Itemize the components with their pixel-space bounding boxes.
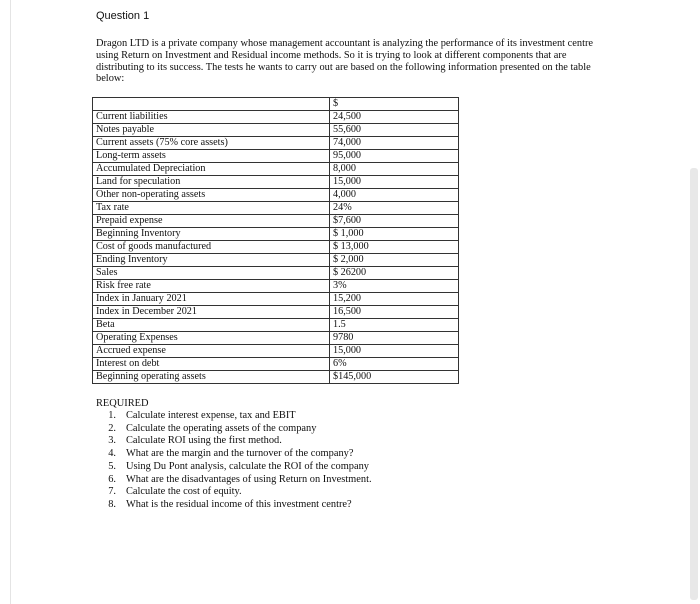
required-item bbox=[96, 435, 372, 448]
required-item-text: Calculate ROI using the first method. bbox=[126, 435, 282, 447]
required-item-number: 3. bbox=[108, 435, 116, 447]
required-item-text: What are the disadvantages of using Return on Investment. bbox=[126, 473, 372, 485]
required-item bbox=[96, 423, 372, 436]
row-label: Beginning operating assets bbox=[93, 371, 330, 384]
row-value: $ 2,000 bbox=[330, 254, 459, 267]
required-item-text: What is the residual income of this investment centre? bbox=[126, 498, 352, 510]
row-value: $ 26200 bbox=[330, 267, 459, 280]
required-item-text: Calculate the operating assets of the company bbox=[126, 422, 317, 434]
row-value: $ 1,000 bbox=[330, 228, 459, 241]
required-item-number: 2. bbox=[108, 422, 116, 434]
table-header-label-cell bbox=[93, 98, 330, 111]
table-header-row bbox=[93, 98, 459, 111]
row-label: Current assets (75% core assets) bbox=[93, 137, 330, 150]
row-value: 74,000 bbox=[330, 137, 459, 150]
row-label: Prepaid expense bbox=[93, 215, 330, 228]
row-value: 6% bbox=[330, 358, 459, 371]
intro-paragraph: Dragon LTD is a private company whose management accountant is analyzing the performance of its investment centre using Return on Investment and Residual income methods. So it is trying to look at different components that are distributing to its success. The tests he wants to carry out are based on the following information presented on the table below: bbox=[96, 38, 594, 85]
row-value: 1.5 bbox=[330, 319, 459, 332]
table-row bbox=[93, 215, 459, 228]
question-title: Question 1 bbox=[96, 10, 150, 22]
row-label: Cost of goods manufactured bbox=[93, 241, 330, 254]
table-row bbox=[93, 254, 459, 267]
table-row bbox=[93, 293, 459, 306]
required-item-number: 4. bbox=[108, 448, 116, 460]
row-label: Beta bbox=[93, 319, 330, 332]
row-label: Tax rate bbox=[93, 202, 330, 215]
scrollbar-thumb[interactable] bbox=[690, 168, 698, 600]
row-value: 3% bbox=[330, 280, 459, 293]
row-label: Index in December 2021 bbox=[93, 306, 330, 319]
row-label: Interest on debt bbox=[93, 358, 330, 371]
table-row bbox=[93, 228, 459, 241]
table-row bbox=[93, 241, 459, 254]
data-table bbox=[92, 97, 459, 384]
required-item-number: 7. bbox=[108, 486, 116, 498]
required-section bbox=[96, 398, 372, 512]
table-row bbox=[93, 189, 459, 202]
table-row bbox=[93, 371, 459, 384]
required-item-number: 5. bbox=[108, 460, 116, 472]
required-item bbox=[96, 486, 372, 499]
table-row bbox=[93, 345, 459, 358]
table-row bbox=[93, 202, 459, 215]
row-value: 15,000 bbox=[330, 176, 459, 189]
table-row bbox=[93, 319, 459, 332]
required-item-text: Calculate the cost of equity. bbox=[126, 486, 242, 498]
table-row bbox=[93, 306, 459, 319]
row-value: 55,600 bbox=[330, 124, 459, 137]
table-row bbox=[93, 176, 459, 189]
row-label: Beginning Inventory bbox=[93, 228, 330, 241]
required-item-text: Calculate interest expense, tax and EBIT bbox=[126, 410, 296, 421]
required-item bbox=[96, 474, 372, 487]
required-item-number: 6. bbox=[108, 473, 116, 485]
table-row bbox=[93, 358, 459, 371]
required-item-number: 1. bbox=[108, 410, 116, 421]
row-label: Current liabilities bbox=[93, 111, 330, 124]
table-row bbox=[93, 150, 459, 163]
row-label: Long-term assets bbox=[93, 150, 330, 163]
row-label: Accrued expense bbox=[93, 345, 330, 358]
row-value: 24% bbox=[330, 202, 459, 215]
required-item-text: What are the margin and the turnover of the company? bbox=[126, 448, 354, 460]
row-label: Sales bbox=[93, 267, 330, 280]
row-value: $ 13,000 bbox=[330, 241, 459, 254]
required-item bbox=[96, 410, 372, 423]
row-label: Accumulated Depreciation bbox=[93, 163, 330, 176]
table-row bbox=[93, 111, 459, 124]
row-label: Index in January 2021 bbox=[93, 293, 330, 306]
row-value: 4,000 bbox=[330, 189, 459, 202]
row-label: Operating Expenses bbox=[93, 332, 330, 345]
required-item bbox=[96, 461, 372, 474]
row-label: Notes payable bbox=[93, 124, 330, 137]
scrollbar-track[interactable] bbox=[686, 0, 700, 604]
row-value: 8,000 bbox=[330, 163, 459, 176]
table-row bbox=[93, 163, 459, 176]
table-header-currency: $ bbox=[330, 98, 459, 111]
required-heading: REQUIRED bbox=[96, 398, 149, 409]
row-value: 95,000 bbox=[330, 150, 459, 163]
row-label: Ending Inventory bbox=[93, 254, 330, 267]
table-row bbox=[93, 267, 459, 280]
row-value: $145,000 bbox=[330, 371, 459, 384]
page-left-border bbox=[10, 0, 11, 604]
row-value: 9780 bbox=[330, 332, 459, 345]
row-value: $7,600 bbox=[330, 215, 459, 228]
required-item-text: Using Du Pont analysis, calculate the ROI of the company bbox=[126, 460, 369, 472]
row-value: 15,200 bbox=[330, 293, 459, 306]
row-label: Other non-operating assets bbox=[93, 189, 330, 202]
table-row bbox=[93, 124, 459, 137]
table-row bbox=[93, 137, 459, 150]
row-value: 16,500 bbox=[330, 306, 459, 319]
required-list bbox=[96, 410, 372, 512]
required-item bbox=[96, 499, 372, 512]
table-row bbox=[93, 280, 459, 293]
required-item bbox=[96, 448, 372, 461]
table-row bbox=[93, 332, 459, 345]
row-value: 24,500 bbox=[330, 111, 459, 124]
row-label: Risk free rate bbox=[93, 280, 330, 293]
required-item-number: 8. bbox=[108, 498, 116, 510]
row-label: Land for speculation bbox=[93, 176, 330, 189]
row-value: 15,000 bbox=[330, 345, 459, 358]
